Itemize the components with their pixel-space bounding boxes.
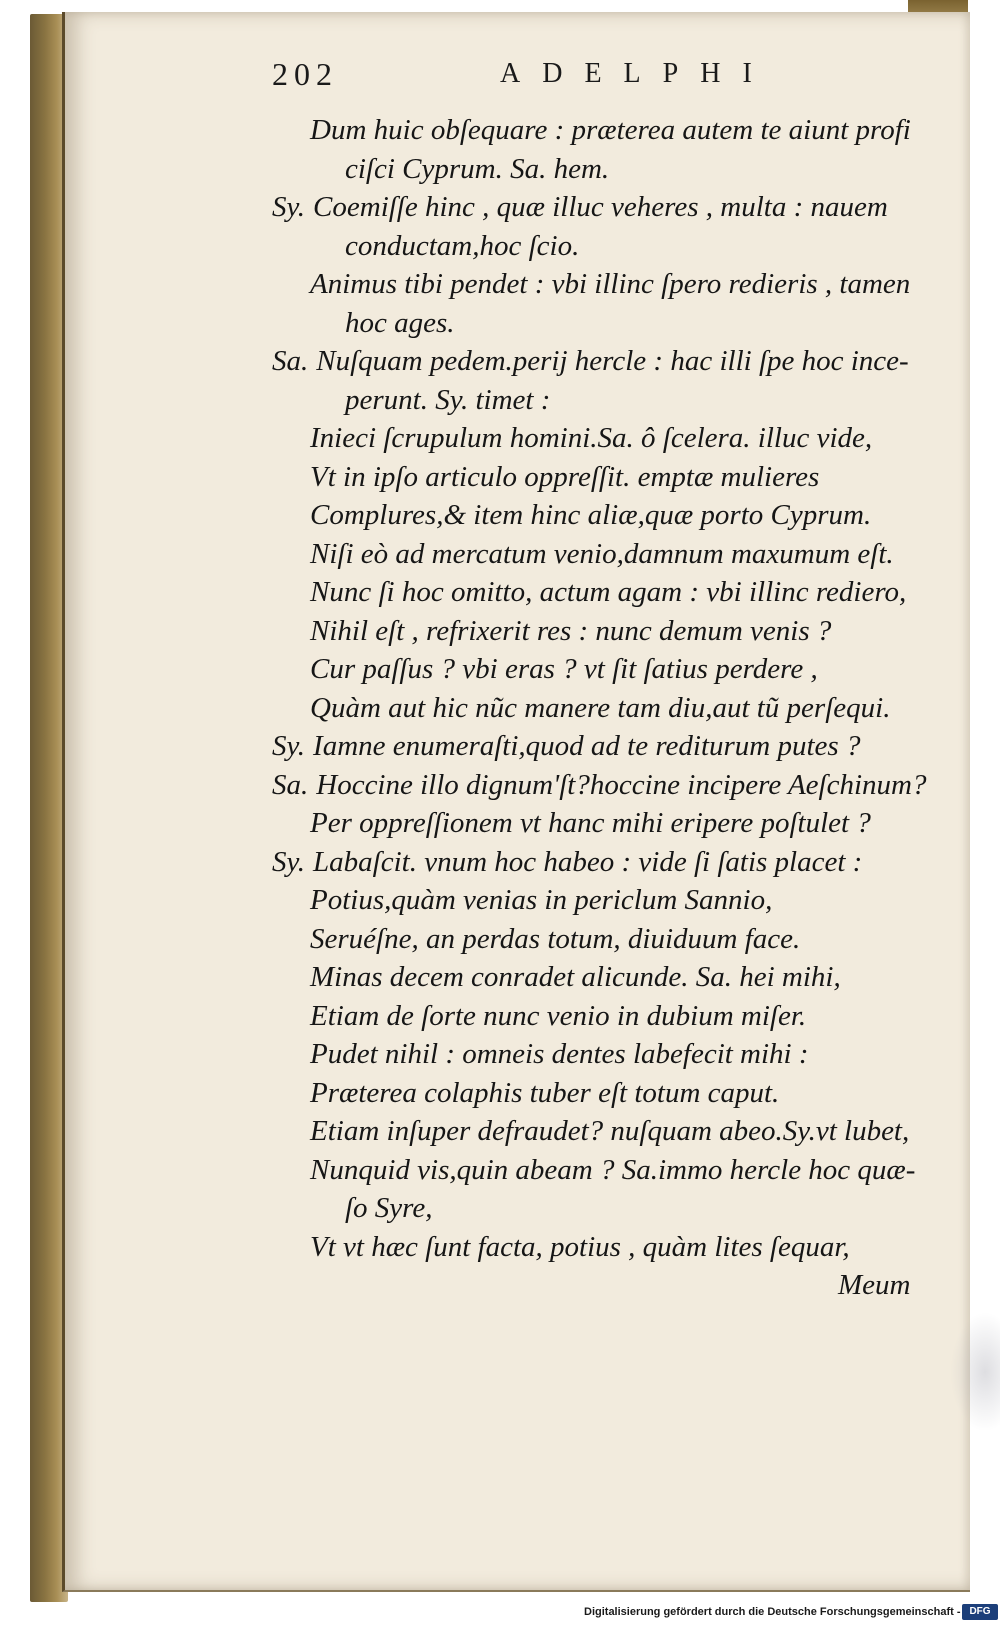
verse-text: Complures,& item hinc aliæ,quæ porto Cyprum. — [310, 499, 872, 531]
verse-text: Pudet nihil : omneis dentes labefecit mihi : — [310, 1038, 809, 1070]
verse-text: Cur paſſus ? vbi eras ? vt ſit ſatius perdere , — [310, 653, 818, 685]
catchword: Meum — [838, 1269, 911, 1301]
verse-line — [310, 688, 890, 728]
verse-text: hoc ages. — [345, 306, 455, 339]
speaker-label: Sa. — [272, 768, 309, 801]
verse-line — [310, 957, 841, 997]
verse-text: Dum huic obſequare : præterea autem te aiunt profi — [310, 114, 911, 146]
verse-line — [310, 534, 894, 574]
verse-line — [272, 726, 860, 766]
verse-text: Hoccine illo dignum'ſt?hoccine incipere Aeſchinum? — [316, 768, 927, 801]
dfg-logo: DFG — [962, 1604, 998, 1620]
verse-line — [272, 765, 926, 805]
speaker-label: Sy. — [272, 191, 306, 223]
verse-text: Quàm aut hic nũc manere tam diu,aut tũ perſequi. — [310, 691, 891, 724]
verse-text: conductam,hoc ſcio. — [345, 229, 580, 262]
verse-line — [310, 611, 831, 651]
page-number: 202 — [272, 56, 338, 92]
verse-line — [310, 264, 910, 304]
verse-text: Nunc ſi hoc omitto, actum agam : vbi illinc rediero, — [310, 576, 907, 608]
verse-line — [310, 649, 818, 689]
verse-line — [310, 1150, 915, 1190]
verse-line — [310, 919, 800, 959]
verse-line — [310, 1034, 809, 1074]
verse-text: Labaſcit. vnum hoc habeo : vide ſi ſatis placet : — [313, 845, 863, 878]
verse-text: Per oppreſſionem vt hanc mihi eripere poſtulet ? — [310, 807, 871, 839]
verse-line — [345, 226, 579, 266]
verse-text: Niſi eò ad mercatum venio,damnum maxumum eſt. — [310, 537, 894, 570]
verse-text: Iamne enumeraſti,quod ad te rediturum putes ? — [313, 730, 861, 762]
verse-line — [310, 418, 872, 458]
verse-line — [310, 996, 806, 1036]
speaker-label: Sy. — [272, 730, 306, 762]
verse-line — [345, 149, 609, 189]
verse-text: Coemiſſe hinc , quæ illuc veheres , multa : nauem — [313, 191, 888, 223]
verse-line — [345, 303, 455, 343]
verse-line — [310, 495, 871, 535]
verse-text: Etiam de ſorte nunc venio in dubium miſer. — [310, 999, 807, 1032]
verse-text: Vt vt hæc ſunt facta, potius , quàm lites ſequar, — [310, 1230, 850, 1263]
verse-line — [272, 341, 909, 381]
verse-text: Minas decem conradet alicunde. Sa. hei mihi, — [310, 961, 841, 993]
verse-line — [310, 1227, 850, 1267]
verse-line — [310, 1111, 909, 1151]
verse-line — [310, 110, 911, 150]
verse-text: Seruéſne, an perdas totum, diuiduum face. — [310, 922, 801, 955]
speaker-label: Sy. — [272, 845, 306, 878]
verse-text: Nunquid vis,quin abeam ? Sa.immo hercle hoc quæ- — [310, 1153, 916, 1186]
verse-line — [310, 880, 772, 920]
verse-text: Præterea colaphis tuber eſt totum caput. — [310, 1076, 780, 1109]
verse-line — [272, 842, 862, 882]
page-header — [0, 56, 1000, 106]
verse-text: Animus tibi pendet : vbi illinc ſpero redieris , tamen — [310, 268, 911, 300]
verse-text: Nuſquam pedem.perij hercle : hac illi ſpe hoc ince- — [316, 345, 909, 377]
verse-line — [310, 803, 871, 843]
verse-text: Inieci ſcrupulum homini.Sa. ô ſcelera. illuc vide, — [310, 422, 873, 454]
speaker-label: Sa. — [272, 345, 309, 377]
verse-text: ciſci Cyprum. Sa. hem. — [345, 152, 610, 185]
verse-line — [345, 1188, 433, 1228]
verse-text: ſo Syre, — [345, 1192, 433, 1224]
running-title: ADELPHI — [500, 58, 774, 89]
verse-line — [310, 572, 906, 612]
verse-line — [272, 187, 888, 227]
footer-credit: Digitalisierung gefördert durch die Deutsche Forschungsgemeinschaft - — [584, 1606, 961, 1618]
verse-text: perunt. Sy. timet : — [345, 383, 551, 416]
verse-text: Etiam inſuper defraudet? nuſquam abeo.Sy.vt lubet, — [310, 1115, 910, 1147]
verse-line — [345, 380, 550, 420]
verse-line — [310, 457, 819, 497]
verse-text: Potius,quàm venias in periclum Sannio, — [310, 884, 773, 916]
verse-text: Vt in ipſo articulo oppreſſit. emptæ mulieres — [310, 460, 820, 493]
verse-text: Nihil eſt , refrixerit res : nunc demum venis ? — [310, 614, 832, 647]
text-block — [0, 110, 1000, 1350]
verse-line — [310, 1073, 779, 1113]
